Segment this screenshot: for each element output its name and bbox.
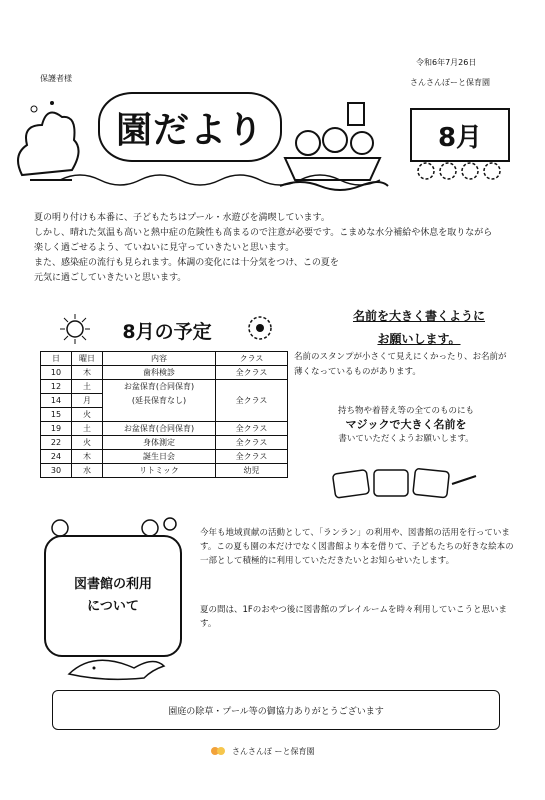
- column-header: 日: [41, 352, 72, 366]
- notice-heading-line: お願いします。: [377, 332, 461, 346]
- cell-event: お盆保育(合同保育): [103, 380, 216, 394]
- notice-paragraph: 名前のスタンプが小さくて見えにくかったり、お名前が薄くなっているものがあります。: [294, 352, 507, 377]
- cell-event: お盆保育(合同保育): [103, 422, 216, 436]
- cell-day: 24: [41, 450, 72, 464]
- cell-class: 全クラス: [216, 422, 288, 436]
- cell-day: 10: [41, 366, 72, 380]
- intro-line: しかし、晴れた気温も高いと熱中症の危険性も高まるので注意が必要です。こまめな水分補給や休息を取りながら: [34, 228, 493, 238]
- table-row: [41, 394, 288, 408]
- table-row: [41, 366, 288, 380]
- cell-dow: 土: [72, 422, 103, 436]
- cell-day: 12: [41, 380, 72, 394]
- table-row: [41, 408, 288, 422]
- cell-event: 誕生日会: [103, 450, 216, 464]
- column-header: 曜日: [72, 352, 103, 366]
- cell-class: 全クラス: [216, 394, 288, 408]
- column-header: 内容: [103, 352, 216, 366]
- cell-day: 30: [41, 464, 72, 478]
- cell-day: 22: [41, 436, 72, 450]
- intro-text: [34, 211, 520, 286]
- name-tags-doodle-icon: [330, 462, 480, 506]
- library-paragraph: 夏の間は、1Fのおやつ後に図書館のプレイルームを時々利用していこうと思います。: [200, 605, 508, 629]
- cell-class: 全クラス: [216, 436, 288, 450]
- notice-request: [298, 404, 514, 446]
- notice-request-line: 書いていただくようお願いします。: [338, 434, 474, 444]
- notice-request-emphasis: マジックで大きく名前を: [345, 418, 467, 431]
- table-row: [41, 450, 288, 464]
- library-heading-line: 図書館の利用: [73, 577, 152, 592]
- library-heading-scroll: [44, 535, 182, 657]
- school-name: さんさんぽーと保育園: [410, 78, 490, 87]
- flower-icon: [246, 314, 274, 342]
- schedule-title: 8月の予定: [122, 320, 212, 343]
- intro-line: 夏の明り付けも本番に、子どもたちはプール・水遊びを満喫しています。: [34, 213, 330, 223]
- logo-icon: [210, 745, 226, 757]
- notice-request-line: 持ち物や着替え等の全てのものにも: [337, 406, 474, 416]
- whale-icon: [64, 648, 174, 682]
- cell-class: [216, 408, 288, 422]
- cell-dow: 月: [72, 394, 103, 408]
- column-header: クラス: [216, 352, 288, 366]
- cell-class: 幼児: [216, 464, 288, 478]
- recipient-label: 保護者様: [40, 74, 72, 83]
- table-header-row: [41, 352, 288, 366]
- cell-class: [216, 380, 288, 394]
- footer-brand: [210, 745, 315, 757]
- children-doodle-icon: [40, 512, 180, 540]
- wave-line-icon: [60, 170, 380, 190]
- cell-dow: 木: [72, 366, 103, 380]
- intro-line: 楽しく過ごせるよう、ていねいに見守っていきたいと思います。: [34, 243, 295, 253]
- cell-day: 14: [41, 394, 72, 408]
- cell-dow: 火: [72, 408, 103, 422]
- cell-class: 全クラス: [216, 450, 288, 464]
- cell-event: 歯科検診: [103, 366, 216, 380]
- cell-event: (延長保育なし): [103, 394, 216, 408]
- thanks-banner: 園庭の除草・プール等の御協力ありがとうございます: [52, 690, 500, 730]
- library-heading-line: について: [87, 599, 139, 614]
- table-row: [41, 464, 288, 478]
- cell-dow: 火: [72, 436, 103, 450]
- notice-heading: [320, 305, 518, 351]
- cell-dow: 木: [72, 450, 103, 464]
- cell-event: [103, 408, 216, 422]
- intro-line: 元気に過ごしていきたいと思います。: [34, 273, 187, 283]
- issue-date: 令和6年7月26日: [416, 58, 477, 67]
- notice-heading-line: 名前を大きく書くように: [352, 309, 485, 323]
- flower-row-icon: [414, 160, 504, 182]
- cell-day: 15: [41, 408, 72, 422]
- cell-event: 身体測定: [103, 436, 216, 450]
- intro-line: また、感染症の流行も見られます。体調の変化には十分気をつけ、この夏を: [34, 258, 339, 268]
- schedule-table: [40, 351, 288, 478]
- table-row: [41, 436, 288, 450]
- footer-brand-text: さんさんぽ ーと保育園: [232, 746, 315, 756]
- cell-dow: 水: [72, 464, 103, 478]
- cell-class: 全クラス: [216, 366, 288, 380]
- cell-day: 19: [41, 422, 72, 436]
- library-paragraph: 今年も地域貢献の活動として、「ランラン」の利用や、図書館の活用を行っています。この夏も園の本だけでなく図書館より本を借りて、子どもたちの好きな絵本の一部として積極的に利用していただきたいとお知らせいたします。: [200, 528, 514, 566]
- newsletter-title: 園だより: [98, 92, 282, 162]
- month-label: 8月: [410, 108, 510, 162]
- cell-dow: 土: [72, 380, 103, 394]
- table-row: [41, 380, 288, 394]
- table-row: [41, 422, 288, 436]
- cell-event: リトミック: [103, 464, 216, 478]
